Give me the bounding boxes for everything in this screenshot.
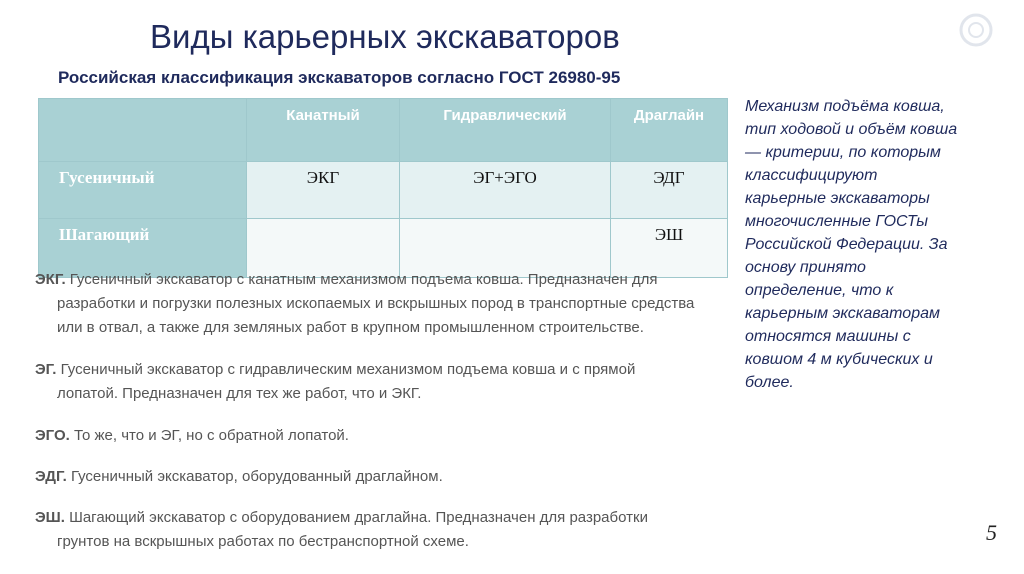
definition-text: лопатой. Предназначен для тех же работ, что и ЭКГ.: [57, 385, 422, 402]
side-note-line: карьерные экскаваторы: [745, 190, 930, 207]
side-note-line: относятся машины с: [745, 328, 911, 345]
definition-text: или в отвал, а также для земляных работ в крупном промышленном строительстве.: [57, 319, 644, 336]
side-note-line: карьерным экскаваторам: [745, 305, 940, 322]
definition-text: То же, что и ЭГ, но с обратной лопатой.: [73, 427, 349, 444]
header-hydraulic: Гидравлический: [400, 99, 611, 162]
definition-term: ЭШ.: [35, 509, 65, 526]
page-number: 5: [986, 520, 997, 545]
table-row: [39, 162, 728, 219]
table-cell: ЭШ: [611, 219, 728, 278]
table-cell: ЭГ+ЭГО: [400, 162, 611, 219]
corner-cell: [39, 99, 247, 162]
definition-ekg: [35, 268, 694, 340]
row-label-walking: Шагающий: [39, 219, 247, 278]
definition-text: разработки и погрузки полезных ископаемых и вскрышных пород в транспортные средства: [57, 295, 695, 312]
definition-term: ЭГ.: [35, 361, 57, 378]
classification-table: [38, 98, 728, 278]
side-note-line: тип ходовой и объём ковша: [745, 121, 958, 138]
definition-text: грунтов на вскрышных работах по бестранспортной схеме.: [57, 533, 469, 550]
side-note-line: многочисленные ГОСТы: [745, 213, 929, 230]
side-note-line: классифицируют: [745, 167, 878, 184]
definition-text: Гусеничный экскаватор с канатным механизмом подъема ковша. Предназначен для: [69, 271, 658, 288]
side-note-line: основу принято: [745, 259, 866, 276]
header-dragline: Драглайн: [611, 99, 728, 162]
definition-text: Шагающий экскаватор с оборудованием драглайна. Предназначен для разработки: [69, 509, 648, 526]
table-header-row: [39, 99, 728, 162]
side-note: [745, 95, 1000, 394]
subtitle: Российская классификация экскаваторов согласно ГОСТ 26980-95: [58, 68, 621, 87]
side-note-line: — критерии, по которым: [745, 144, 941, 161]
slide-title: Виды карьерных экскаваторов: [150, 18, 620, 55]
definition-esh: [35, 506, 648, 554]
row-label-crawler: Гусеничный: [39, 162, 247, 219]
table-cell: ЭКГ: [247, 162, 400, 219]
header-cable: Канатный: [247, 99, 400, 162]
side-note-line: ковшом 4 м кубических и: [745, 351, 933, 368]
definition-term: ЭКГ.: [35, 271, 66, 288]
definition-text: Гусеничный экскаватор, оборудованный драглайном.: [70, 468, 443, 485]
side-note-line: Российской Федерации. За: [745, 236, 948, 253]
definition-term: ЭГО.: [35, 427, 70, 444]
definition-ego: [35, 424, 349, 448]
definition-term: ЭДГ.: [35, 468, 67, 485]
definition-eg: [35, 358, 635, 406]
side-note-line: Механизм подъёма ковша,: [745, 98, 945, 115]
logo-icon: [958, 12, 994, 48]
side-note-line: определение, что к: [745, 282, 894, 299]
table-cell: ЭДГ: [611, 162, 728, 219]
definition-text: Гусеничный экскаватор с гидравлическим механизмом подъема ковша и с прямой: [60, 361, 636, 378]
side-note-line: более.: [745, 374, 794, 391]
definition-edg: [35, 465, 443, 489]
